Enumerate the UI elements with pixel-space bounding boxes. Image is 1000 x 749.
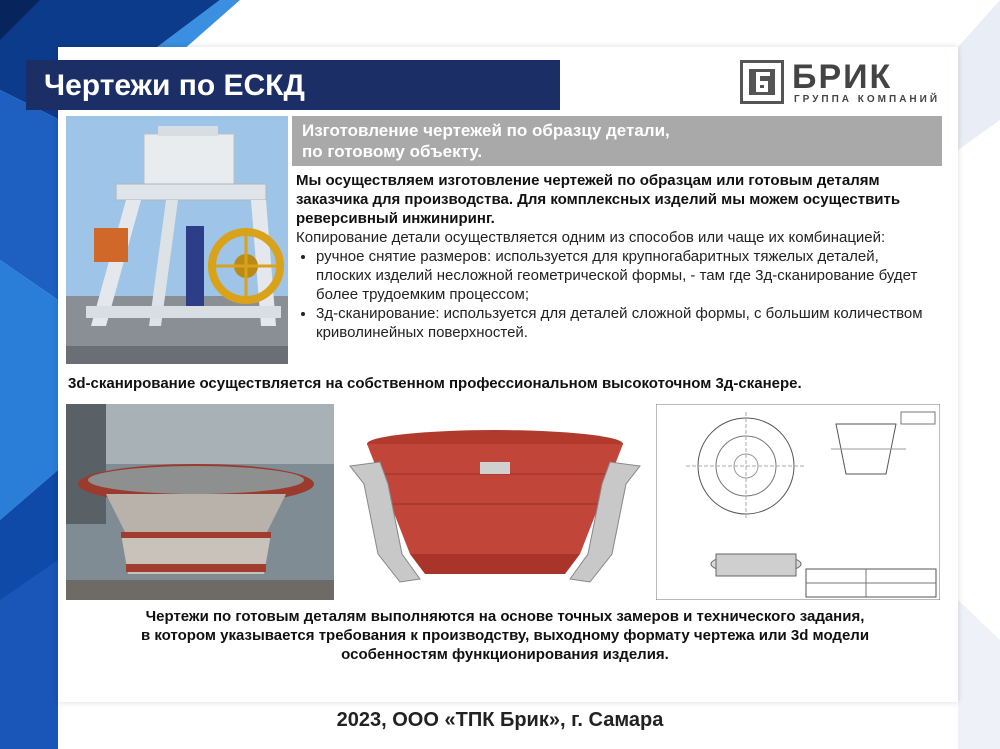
body-lead: Мы осуществляем изготовление чертежей по образцам или готовым деталям заказчика для производства. Для комплексных изделий мы можем осуществить реверсивный инжиниринг.	[296, 172, 901, 227]
logo-name: БРИК	[792, 58, 893, 96]
bottom-text	[70, 607, 940, 664]
subheading	[302, 120, 922, 162]
company-logo	[740, 60, 940, 108]
worn-part-photo	[66, 404, 334, 600]
footer: 2023, ООО «ТПК Брик», г. Самара	[336, 709, 664, 731]
industrial-structure-photo	[66, 116, 288, 364]
list-item: • 3д-сканирование: используется для деталей сложной формы, с большим количеством криволинейных поверхностей.	[316, 304, 936, 342]
logo-subtitle: ГРУППА КОМПАНИЙ	[794, 94, 941, 105]
bottom-line-3: особенностям функционирования изделия.	[341, 646, 669, 663]
part-3d-render	[340, 404, 650, 600]
subheading-line-2: по готовому объекту.	[302, 142, 483, 161]
bottom-line-1: Чертежи по готовым деталям выполняются на основе точных замеров и технического задания,	[145, 608, 865, 625]
method-list	[296, 247, 936, 342]
scan-note: 3d-сканирование осуществляется на собственном профессиональном высокоточном 3д-сканере.	[68, 375, 802, 392]
logo-mark-icon	[740, 60, 784, 104]
list-item: • ручное снятие размеров: используется для крупногабаритных тяжелых деталей, плоских изделий несложной геометрической формы, - там где 3д-сканирование будет более трудоемким процессом;	[316, 247, 936, 304]
page-title: Чертежи по ЕСКД	[44, 69, 305, 102]
technical-drawing	[656, 404, 940, 600]
body-text	[296, 171, 936, 342]
bottom-line-2: в котором указывается требования к производству, выходному формату чертежа или 3d модели	[140, 627, 870, 644]
body-intro: Копирование детали осуществляется одним из способов или чаще их комбинацией:	[296, 229, 886, 246]
subheading-line-1: Изготовление чертежей по образцу детали,	[302, 121, 670, 140]
